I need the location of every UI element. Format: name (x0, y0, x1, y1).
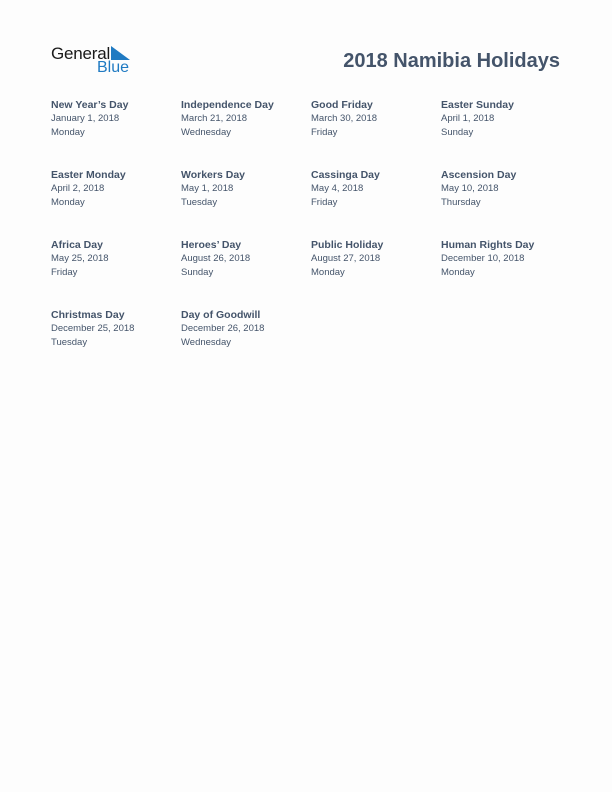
holiday-date: December 26, 2018 (181, 323, 265, 334)
holiday-weekday: Tuesday (181, 196, 218, 208)
holiday-item (441, 98, 571, 168)
holiday-item (441, 168, 571, 238)
holiday-name: Heroes’ Day (181, 239, 242, 251)
holiday-date: December 10, 2018 (441, 253, 525, 264)
holiday-name: Easter Monday (51, 169, 126, 181)
holiday-item (181, 308, 311, 378)
holiday-date: May 10, 2018 (441, 183, 499, 194)
holiday-date: August 27, 2018 (311, 253, 381, 264)
holiday-weekday: Friday (311, 126, 338, 138)
holiday-item (181, 168, 311, 238)
holiday-name: Human Rights Day (441, 239, 535, 251)
holiday-weekday: Wednesday (181, 126, 231, 138)
holiday-weekday: Monday (311, 266, 345, 278)
holiday-date: May 1, 2018 (181, 183, 234, 194)
holiday-date: March 30, 2018 (311, 113, 378, 124)
holiday-name: Good Friday (311, 99, 373, 111)
holiday-item (181, 98, 311, 168)
holiday-weekday: Wednesday (181, 336, 231, 348)
holiday-item (441, 238, 571, 308)
holiday-weekday: Thursday (441, 196, 481, 208)
holiday-name: Public Holiday (311, 239, 384, 251)
holiday-item (311, 168, 441, 238)
holiday-name: Easter Sunday (441, 99, 514, 111)
logo (51, 44, 141, 78)
holiday-name: Day of Goodwill (181, 309, 261, 321)
holiday-name: Cassinga Day (311, 169, 380, 181)
holiday-weekday: Friday (51, 266, 78, 278)
logo-text-blue: Blue (97, 59, 130, 76)
holiday-date: April 1, 2018 (441, 113, 495, 124)
holiday-name: New Year’s Day (51, 99, 129, 111)
holiday-date: April 2, 2018 (51, 183, 105, 194)
holiday-item (181, 238, 311, 308)
holiday-item (51, 98, 181, 168)
holiday-weekday: Sunday (441, 126, 474, 138)
holiday-weekday: Monday (51, 196, 85, 208)
holiday-name: Independence Day (181, 99, 274, 111)
holiday-item (51, 308, 181, 378)
page-title: 2018 Namibia Holidays (343, 50, 560, 72)
holiday-weekday: Sunday (181, 266, 214, 278)
holiday-date: March 21, 2018 (181, 113, 248, 124)
logo-text-general: General (51, 44, 111, 63)
holiday-item (311, 98, 441, 168)
holiday-name: Workers Day (181, 169, 246, 181)
holiday-item (51, 238, 181, 308)
holiday-date: August 26, 2018 (181, 253, 251, 264)
logo-flag-icon (111, 46, 130, 60)
holiday-item (311, 238, 441, 308)
holiday-date: December 25, 2018 (51, 323, 135, 334)
holiday-date: May 4, 2018 (311, 183, 364, 194)
holiday-name: Christmas Day (51, 309, 125, 321)
holiday-date: January 1, 2018 (51, 113, 120, 124)
holiday-item (51, 168, 181, 238)
holiday-weekday: Tuesday (51, 336, 88, 348)
holiday-date: May 25, 2018 (51, 253, 109, 264)
holiday-name: Ascension Day (441, 169, 517, 181)
holiday-name: Africa Day (51, 239, 103, 251)
holiday-weekday: Friday (311, 196, 338, 208)
holiday-grid (51, 98, 571, 378)
holiday-weekday: Monday (51, 126, 85, 138)
holiday-weekday: Monday (441, 266, 475, 278)
